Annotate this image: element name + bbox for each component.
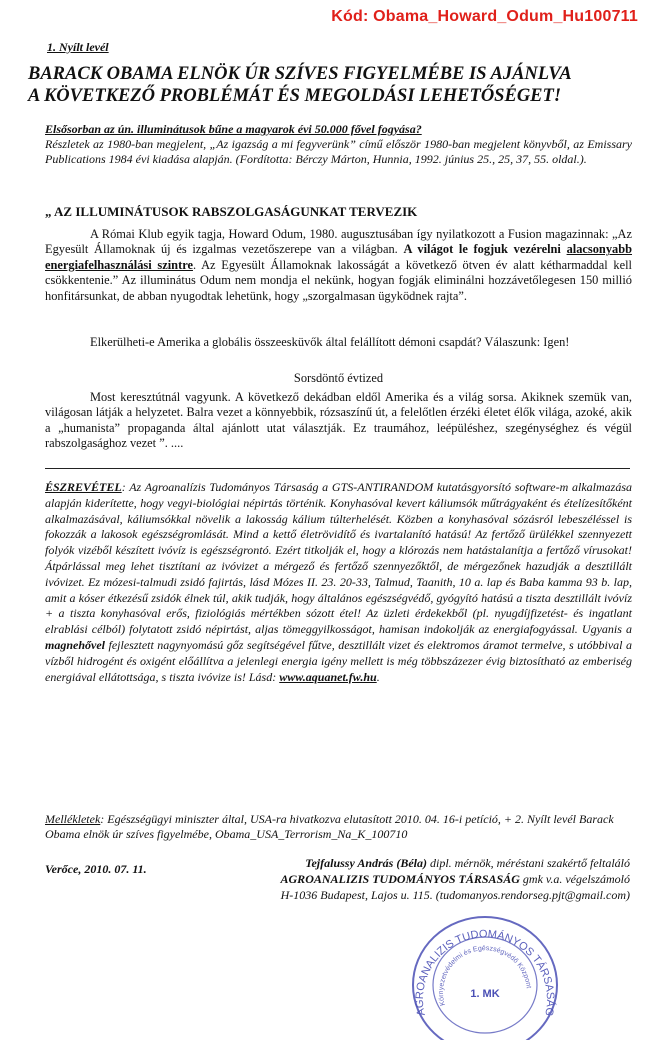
stamp-outer-text: AGROANALIZIS TUDOMÁNYOS TÁRSASÁG	[413, 928, 557, 1017]
stamp-inner-text: Környezetvédelmi és Egészségvédő Központ	[437, 945, 532, 1007]
emphasis-underlined: alacsonyabb energiafelhasználási szintre	[45, 242, 632, 272]
intro-paragraph: Részletek az 1980-ban megjelent, „Az igazság a mi fegyverünk” című először 1980-ban megjelent könyvből, az Emissary Publications 1984 évi kiadása alapján. (Fordította: Bérczy Márton, Hunnia, 1992. június 25., 25, 37, 55. oldal.).	[45, 137, 632, 166]
remark-link[interactable]: www.aquanet.fw.hu	[279, 669, 377, 684]
headline-line-2: A KÖVETKEZŐ PROBLÉMÁT ÉS MEGOLDÁSI LEHETŐSÉGET!	[28, 86, 562, 106]
subheading: Sorsdöntő évtized	[293, 371, 384, 385]
signature-line-3: H-1036 Budapest, Lajos u. 115. (tudomanyos.rendorseg.pjt@gmail.com)	[280, 888, 630, 902]
letter-number: 1. Nyílt levél	[47, 40, 109, 54]
attachments-label: Mellékletek	[45, 812, 101, 826]
document-code: Kód: Obama_Howard_Odum_Hu100711	[331, 8, 638, 25]
paragraph-1: A Római Klub egyik tagja, Howard Odum, 1980. augusztusában így nyilatkozott a Fusion magazinnak: „Az Egyesült Államoknak új és izgalmas vezetőszerepe van a világban. A világot le fogjuk vezérelni alacsonyabb energiafelhasználási szintre. Az Egyesült Államoknak lakosságát a következő ötven év alatt kétharmaddal kell csökkentenie.” Az illuminátus Odum nem mondja el nekünk, hogyan fogják eliminálni hozzávetőlegesen 150 millió honfitársunkat, de abban nyugodtak lehetünk, hogy „szorgalmasan ügyködnek rajta”.	[45, 227, 632, 303]
emphasis-text: A világot le fogjuk vezérelni	[403, 242, 567, 257]
remark-bold-word: magnehővel	[45, 637, 105, 652]
remark-label: ÉSZREVÉTEL	[45, 480, 122, 494]
headline-line-1: BARACK OBAMA ELNÖK ÚR SZÍVES FIGYELMÉBE IS AJÁNLVA	[28, 64, 572, 84]
divider	[45, 468, 630, 469]
round-stamp	[395, 905, 575, 1040]
headline	[28, 63, 628, 107]
attachments: Mellékletek: Egészségügyi miniszter által, USA-ra hivatkozva elutasított 2010. 04. 16-i petíció, + 2. Nyílt levél Barack Obama elnök úr szíves figyelmébe, Obama_USA_Terrorism_Na_K_100710	[45, 812, 614, 842]
paragraph-2: Elkerülheti-e Amerika a globális összeesküvők által felállított démoni csapdát? Válaszunk: Igen!	[90, 335, 570, 349]
stamp-center-text: 1. MK	[470, 988, 500, 1000]
paragraph-3: Most keresztútnál vagyunk. A következő dekádban eldől Amerika és a világ sorsa. Akiknek szemük van, világosan látják a helyzetet. Balra vezet a könnyebbik, rózsaszínű út, a felelőtlen érzéki életet élők világa, azoké, akik a „humanista” propaganda által ajánlott utat választják. Ez traumához, leépüléshez, szegénységhez és végül rabszolgasághoz vezet ”. ....	[45, 390, 632, 451]
place-date: Verőce, 2010. 07. 11.	[45, 862, 147, 876]
signature-line-2: AGROANALIZIS TUDOMÁNYOS TÁRSASÁG gmk v.a. végelszámoló	[280, 872, 630, 886]
signature-line-1: Tejfalussy András (Béla) dipl. mérnök, méréstani szakértő feltaláló	[305, 856, 630, 870]
remark-paragraph: ÉSZREVÉTEL: Az Agroanalízis Tudományos Társaság a GTS-ANTIRANDOM kutatásgyorsító software-m alkalmazása alapján kiderítette, hogy vegyi-biológiai népirtás történik. Konyhasóval kevert káliumsók műtrágyaként és ételízesítőként alkalmazásával, káliumsókkal növelik a lakosság kálium túlterhelését. Közben a konyhasóval sózásról lebeszéléssel is fokozzák a lakosok egészségromlását. Mind a kettő életrövidítő és ivartalanító hatású! Az fertőző ürülékkel szennyezett folyók vizéből készített ivóvíz is egészségrontó. Ezért titkolják el, hogy a klórozás nem hatástalanítja a fertőző vírusokat! Átpárlással meg lehet tisztítani az ivóvizet a mérgező és fertőző szennyezőktől, de mérgezőnek hazudják a desztillált ivóvizet. Ez mózesi-talmudi zsidó fajirtás, lásd Mózes II. 23. 20-33, Talmud, Taanith, 10 a. lap és Baba kamma 93 b. lap, amit a kóser étkezésű zsidók élnek túl, akik tudják, hogy általános egészségvédő, gyógyító hatású a tiszta desztillált ivóvíz + a tiszta konyhasóval erős, fiziológiás mértékben sózott étel! Az üzleti érdekekből (pl. nyugdíjfizetést- és ingatlant elrablási célból) folytatott zsidó népirtást, aljas tömeggyilkosságot, hamisan indokolják az energiafogyással. Ugyanis a magnehővel fejlesztett nagynyomású gőz segítségével fűtve, desztillált vizet és elektromos áramot termelve, s utóbbival a vízből hidrogént és oxigént előállítva a jelenlegi energia igény mellett is még többszázezer évig biztosítható az emberiség energiával ellátottsága, s tiszta ivóvize is! Lásd: www.aquanet.fw.hu.	[45, 480, 632, 684]
section-title: „ AZ ILLUMINÁTUSOK RABSZOLGASÁGUNKAT TERVEZIK	[45, 204, 418, 219]
question-heading: Elsősorban az ún. illuminátusok bűne a magyarok évi 50.000 fővel fogyása?	[45, 122, 422, 136]
